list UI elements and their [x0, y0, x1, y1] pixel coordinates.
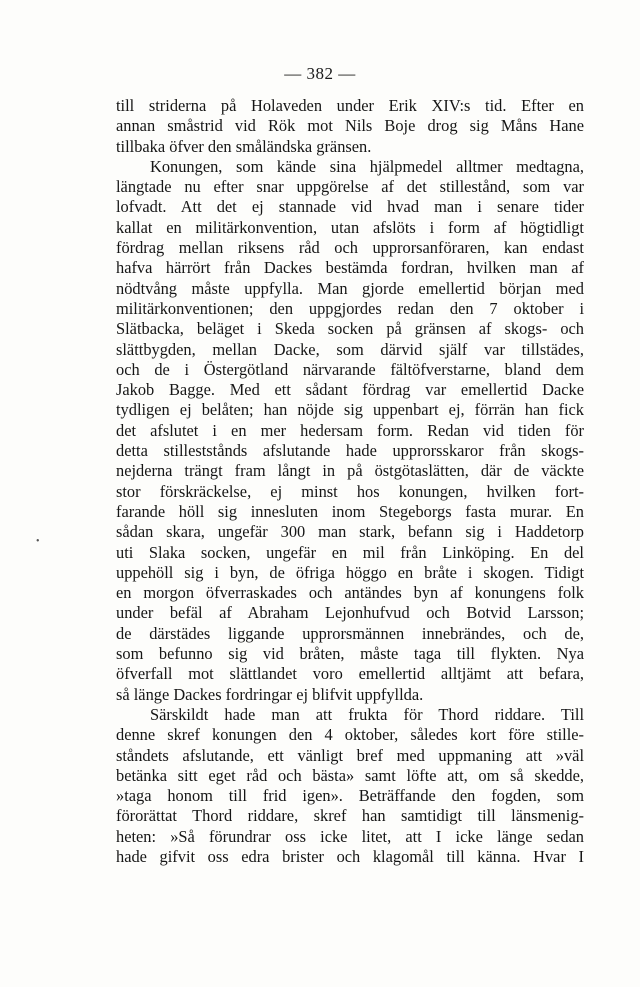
text-line: stor förskräckelse, ej minst hos konungen, hvilken fort-: [116, 481, 584, 501]
text-line: tydligen ej belåten; han nöjde sig uppenbart ej, förrän han fick: [116, 400, 584, 420]
text-line: slättbygden, mellan Dacke, som därvid själf var tillstädes,: [116, 339, 584, 359]
text-line: till striderna på Holaveden under Erik XIV:s tid. Efter en: [116, 96, 584, 115]
text-line: förorättat Thord riddare, skref han samtidigt till länsmenig-: [116, 806, 584, 826]
text-line: »taga honom till frid igen». Beträffande den fogden, som: [116, 786, 584, 806]
text-line: annan småstrid vid Rök mot Nils Boje drog sig Måns Hane: [116, 116, 584, 136]
text-line: uppehöll sig i byn, de öfriga höggo en bråte i skogen. Tidigt: [116, 562, 584, 582]
text-line: farande höll sig innesluten inom Stegeborgs fasta murar. En: [116, 501, 584, 521]
body-text: [116, 96, 584, 867]
text-line: hafva härrört från Dackes bestämda fordran, hvilken man af: [116, 258, 584, 278]
text-line: denne skref konungen den 4 oktober, således kort före stille-: [116, 725, 584, 745]
margin-speck: •: [36, 536, 40, 547]
text-line: heten: »Så förundrar oss icke litet, att I icke länge sedan: [116, 826, 584, 846]
text-line: tillbaka öfver den småländska gränsen.: [116, 136, 372, 156]
text-line: hade gifvit oss edra brister och klagomål till känna. Hvar I: [116, 846, 584, 866]
text-line: det afslutet i en mer hedersam form. Redan vid tiden för: [116, 420, 584, 440]
text-line: och de i Östergötland närvarande fältöfverstarne, bland dem: [116, 359, 584, 379]
text-line: Särskildt hade man att frukta för Thord riddare. Till: [150, 704, 584, 724]
text-line: nejderna trängt fram långt in på östgötaslätten, där de väckte: [116, 461, 584, 481]
text-line: Konungen, som kände sina hjälpmedel alltmer medtagna,: [150, 156, 584, 176]
text-line: nödtvång måste uppfylla. Man gjorde emellertid början med: [116, 278, 584, 298]
text-line: under befäl af Abraham Lejonhufvud och Botvid Larsson;: [116, 603, 584, 623]
text-line: fördrag mellan riksens råd och upprorsanföraren, kan endast: [116, 238, 584, 258]
text-line: sådan skara, ungefär 300 man stark, befann sig i Haddetorp: [116, 522, 584, 542]
text-line: längtade nu efter snar uppgörelse af det stillestånd, som var: [116, 177, 584, 197]
text-line: som befunno sig vid bråten, måste taga till flykten. Nya: [116, 644, 584, 664]
text-line: Slätbacka, beläget i Skeda socken på gränsen af skogs- och: [116, 319, 584, 339]
text-line: militärkonventionen; den uppgjordes redan den 7 oktober i: [116, 298, 584, 318]
text-line: en morgon öfverraskades och antändes byn af konungens folk: [116, 583, 584, 603]
page-number: — 382 —: [284, 64, 356, 83]
text-line: de därstädes liggande upprorsmännen innebrändes, och de,: [116, 623, 584, 643]
text-line: uti Slaka socken, ungefär en mil från Linköping. En del: [116, 542, 584, 562]
text-line: Jakob Bagge. Med ett sådant fördrag var emellertid Dacke: [116, 380, 584, 400]
text-line: öfverfall mot slättlandet voro emellertid alltjämt att befara,: [116, 664, 584, 684]
text-line: betänka sitt eget råd och bästa» samt löfte att, om så skedde,: [116, 765, 584, 785]
text-line: kallat en militärkonvention, utan afslöts i form af högtidligt: [116, 217, 584, 237]
text-line: ståndets afslutande, ett vänligt bref med uppmaning att »väl: [116, 745, 584, 765]
text-line: så länge Dackes fordringar ej blifvit uppfyllda.: [116, 684, 424, 704]
text-line: lofvadt. Att det ej stannade vid hvad man i senare tider: [116, 197, 584, 217]
text-line: detta stilleststånds afslutande hade upprorsskaror från skogs-: [116, 441, 584, 461]
